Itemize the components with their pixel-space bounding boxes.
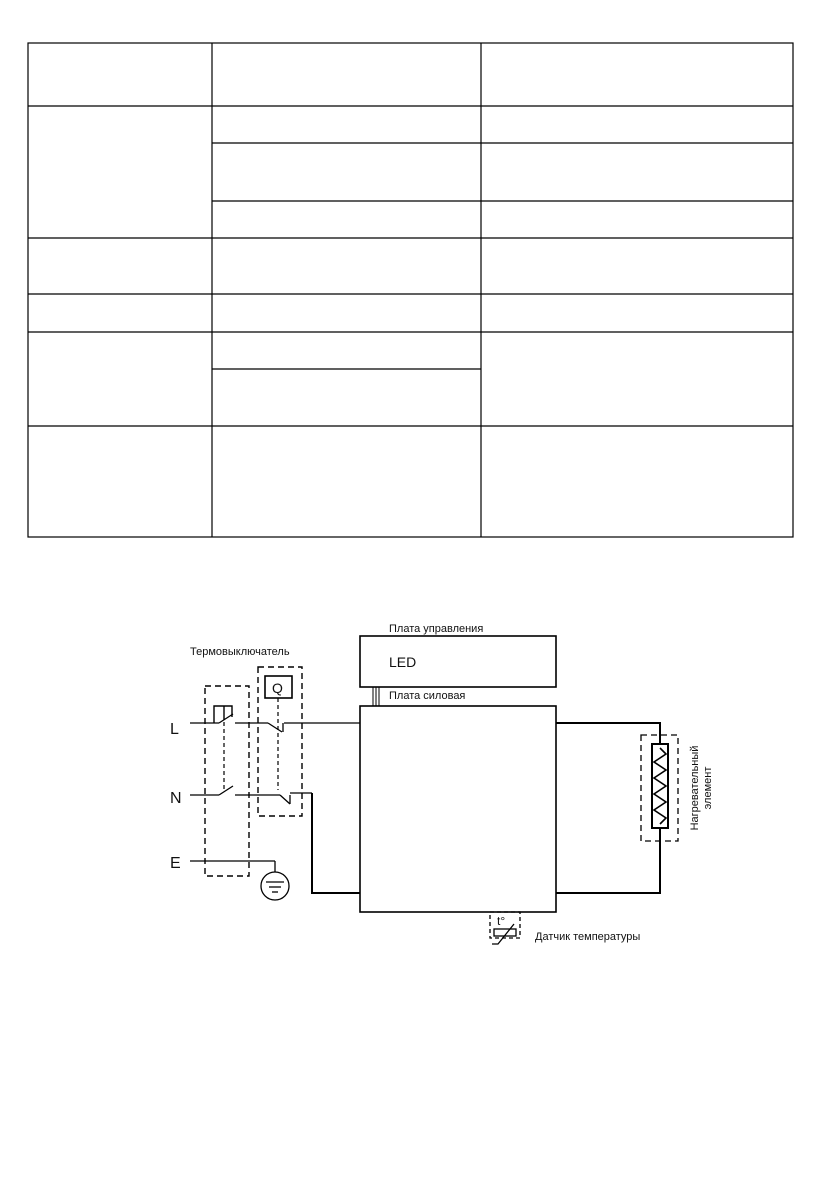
heater-dashed-box: [641, 735, 678, 841]
power-board-label: Плата силовая: [389, 690, 466, 702]
line-e-label: E: [170, 855, 181, 872]
line-l-wire: [190, 714, 360, 732]
control-board-label: Плата управления: [389, 623, 484, 635]
line-e-wire: [190, 861, 275, 872]
line-n-wire: [190, 786, 312, 804]
line-n-label: N: [170, 790, 182, 807]
temperature-sensor: [490, 912, 520, 944]
svg-text:элемент: элемент: [702, 766, 714, 810]
breaker-box: [205, 686, 249, 876]
line-l-label: L: [170, 721, 179, 738]
heater-coil-icon: [654, 748, 666, 824]
line-n-to-board: [312, 793, 360, 893]
led-label: LED: [389, 654, 417, 670]
thermal-switch-label: Термовыключатель: [190, 646, 290, 658]
temperature-sensor-symbol: t°: [497, 914, 506, 928]
heater-label: [689, 746, 714, 831]
control-board: [360, 623, 556, 687]
heater-wire: [556, 723, 660, 893]
svg-text:Нагревательный: Нагревательный: [689, 745, 701, 831]
board-ribbon: [373, 687, 379, 706]
temperature-sensor-label: Датчик температуры: [535, 931, 641, 943]
power-board: [360, 706, 556, 912]
ground-icon: [261, 872, 289, 900]
thermal-switch-symbol: Q: [272, 680, 283, 696]
